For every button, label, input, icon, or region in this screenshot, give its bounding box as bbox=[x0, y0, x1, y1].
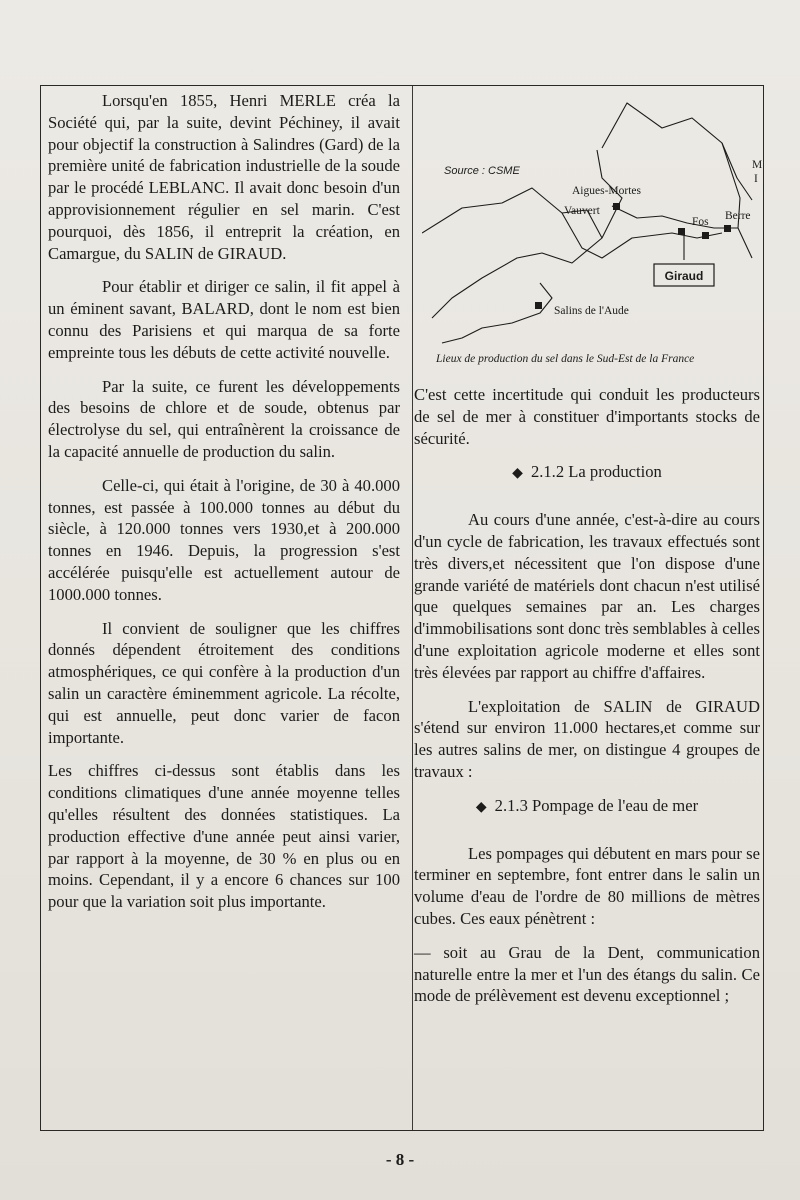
paragraph: Celle-ci, qui était à l'origine, de 30 à 40.000 tonnes, est passée à 100.000 tonnes au début du siècle, à 120.000 tonnes vers 1930,et à 200.000 tonnes en 1946. Depuis, la progression s'est accélérée puisqu'elle est actuellement autour de 1000.000 tonnes. bbox=[48, 475, 400, 604]
label-fos: Fos bbox=[692, 216, 709, 228]
label-vauvert: Vauvert bbox=[564, 205, 600, 217]
right-column bbox=[414, 384, 760, 1019]
label-edge-i: I bbox=[754, 173, 758, 185]
paragraph: Les chiffres ci-dessus sont établis dans les conditions climatiques d'une année moyenne telles qu'elles résultent des données statistiques. La production effective d'une année peut ainsi varier, par rapport à la moyenne, de 30 % en plus ou en moins. Cependant, il y a encore 6 chances sur 100 pour que la variation soit plus importante. bbox=[48, 761, 400, 912]
paragraph: — soit au Grau de la Dent, communication naturelle entre la mer et l'un des étangs du salin. Ce mode de prélèvement est devenu exceptionnel ; bbox=[414, 942, 760, 1006]
paragraph: Lorsqu'en 1855, Henri MERLE créa la Société qui, par la suite, devint Péchiney, il avait pour objectif la construction à Salindres (Gard) de la première unité de fabrication industrielle de la soude par le procédé LEBLANC. Il avait donc besoin d'un approvisionnement régulier en sel marin. C'est pourquoi, dès 1856, il entreprit la création, en Camargue, du SALIN de GIRAUD. bbox=[48, 91, 400, 263]
left-column bbox=[48, 90, 400, 925]
map-border-east bbox=[722, 143, 752, 258]
section-title: 2.1.3 Pompage de l'eau de mer bbox=[494, 795, 699, 815]
label-giraud: Giraud bbox=[664, 269, 704, 283]
section-heading-pompage bbox=[414, 795, 760, 819]
paragraph: Pour établir et diriger ce salin, il fit appel à un éminent savant, BALARD, dont le nom est bien connu des Parisiens et qui marqua de sa forte empreinte tous les débuts de cette activité nouvelle. bbox=[48, 277, 400, 362]
paragraph: Par la suite, ce furent les développements des besoins de chlore et de soude, obtenus par électrolyse du sel, qui entraînèrent la croissance de la capacité annuelle de production du salin. bbox=[48, 376, 400, 461]
label-salins-aude: Salins de l'Aude bbox=[554, 305, 629, 317]
section-title: 2.1.2 La production bbox=[530, 462, 662, 482]
paragraph: L'exploitation de SALIN de GIRAUD s'étend sur environ 11.000 hectares,et comme sur les autres salins de mer, on distingue 4 groupes de travaux : bbox=[414, 696, 760, 781]
page-number: - 8 - bbox=[385, 1150, 415, 1169]
label-aigues-mortes: Aigues-Mortes bbox=[572, 185, 641, 197]
map-coastline bbox=[442, 283, 552, 343]
marker-fos-1 bbox=[678, 228, 685, 235]
marker-salins-aude bbox=[535, 302, 542, 309]
marker-fos-2 bbox=[702, 232, 709, 239]
diamond-icon: ◆ bbox=[512, 466, 523, 482]
label-berre: Berre bbox=[725, 210, 751, 222]
map-source: Source : CSME bbox=[444, 165, 520, 177]
salt-production-map bbox=[422, 88, 762, 378]
section-heading-production bbox=[414, 461, 760, 485]
paragraph: Au cours d'une année, c'est-à-dire au cours d'un cycle de fabrication, les travaux effectués sont très divers,et nécessitent que l'on dispose d'une grande variété de matériels dont chacun n'est utilisé que quelques semaines par an. Les charges d'immobilisations sont donc très semblables à celles d'une exploitation agricole moderne et elles sont très élevées par rapport au chiffre d'affaires. bbox=[414, 510, 760, 682]
marker-berre bbox=[724, 225, 731, 232]
label-edge-m: M bbox=[752, 159, 762, 171]
paragraph: Les pompages qui débutent en mars pour se terminer en septembre, font entrer dans le salin un volume d'eau de l'ordre de 80 millions de mètres cubes. Ces eaux pénètrent : bbox=[414, 843, 760, 928]
diamond-icon: ◆ bbox=[475, 799, 487, 815]
map-caption: Lieux de production du sel dans le Sud-Est de la France bbox=[436, 353, 695, 365]
marker-vauvert bbox=[613, 203, 620, 210]
paragraph: C'est cette incertitude qui conduit les producteurs de sel de mer à constituer d'importants stocks de sécurité. bbox=[414, 385, 760, 448]
column-divider bbox=[412, 86, 413, 1130]
map-svg bbox=[422, 88, 762, 378]
paragraph: Il convient de souligner que les chiffres donnés dépendent étroitement des conditions atmosphériques, ce qui confère à la production d'un salin un caractère éminemment agricole. La récolte, qui est annuelle, peut donc varier de facon importante. bbox=[48, 618, 400, 747]
map-river bbox=[612, 206, 738, 228]
